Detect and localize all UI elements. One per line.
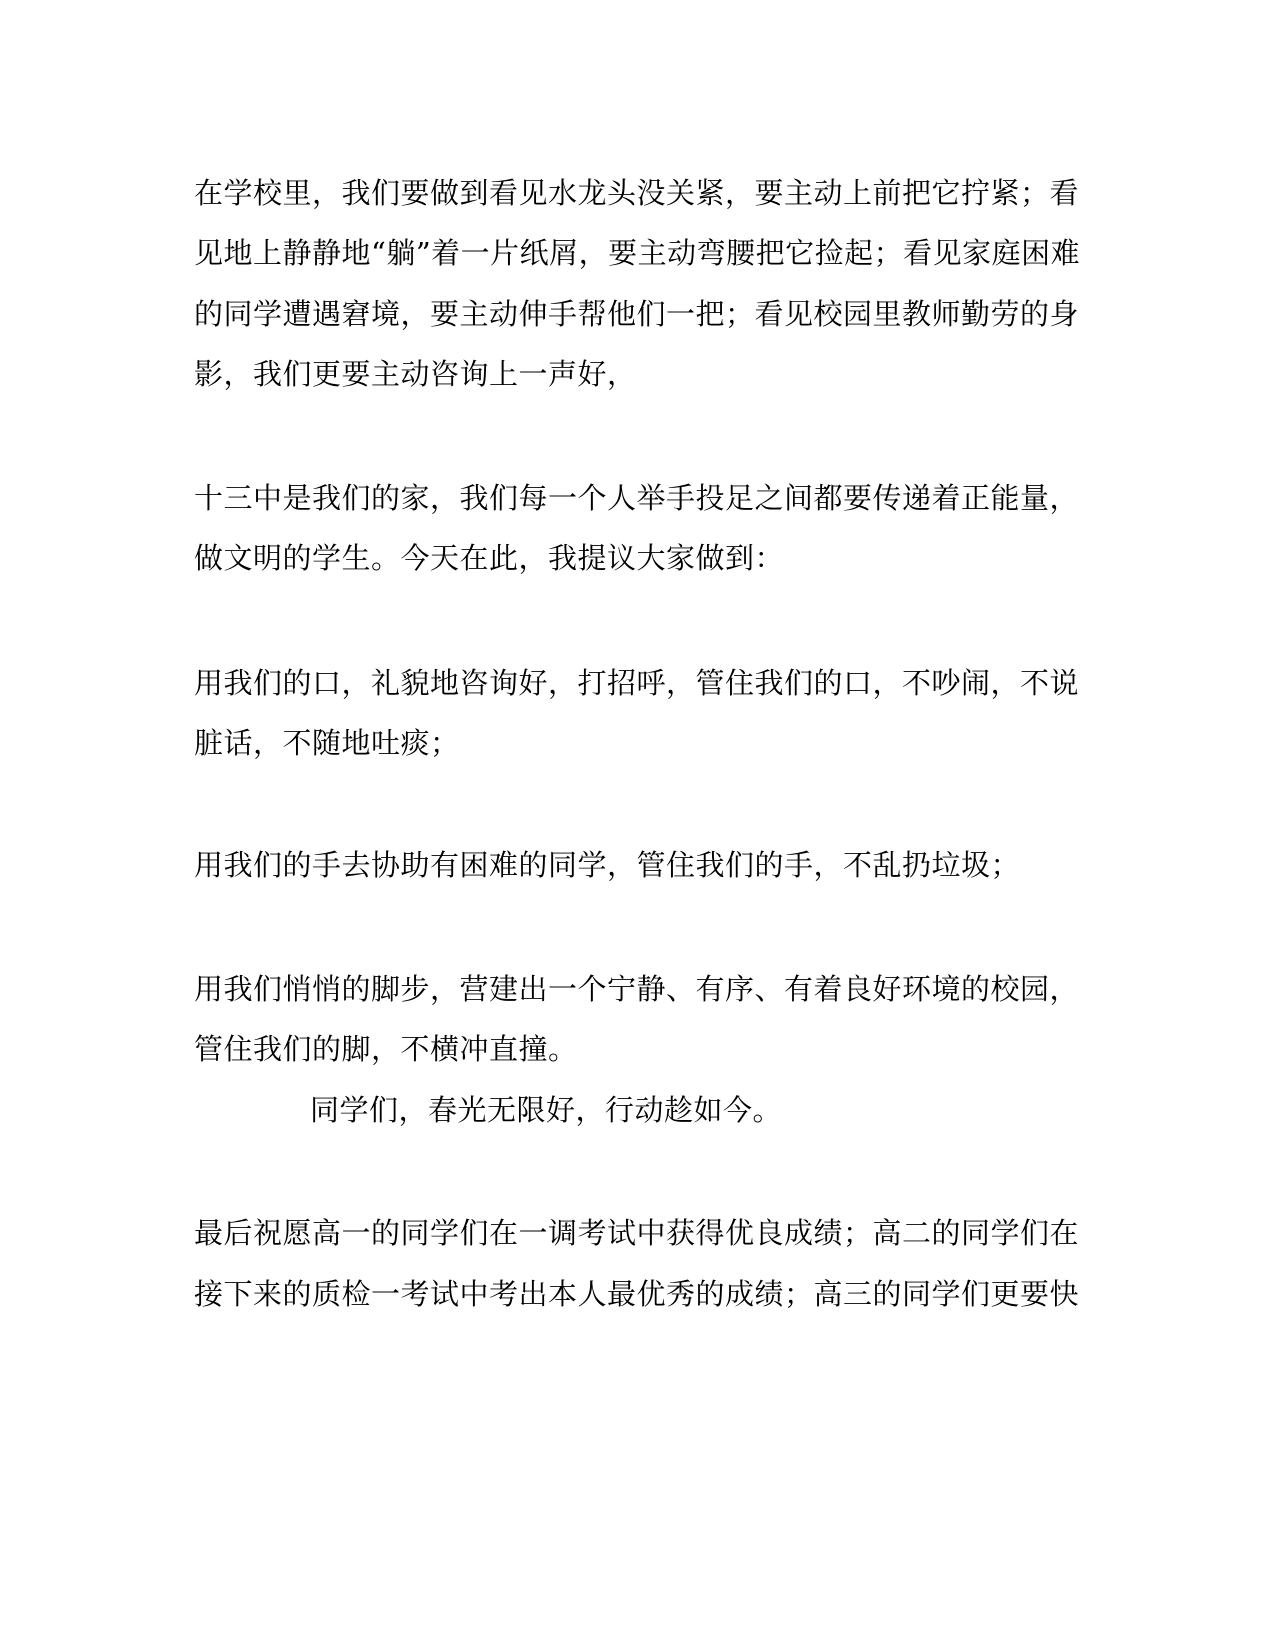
paragraph-1-line-2: 见地上静静地“躺”着一片纸屑，要主动弯腰把它捡起；看见家庭困难	[194, 236, 1081, 270]
paragraph-6-line-1: 同学们，春光无限好，行动趁如今。	[310, 1093, 783, 1127]
paragraph-2-line-2: 做文明的学生。今天在此，我提议大家做到：	[194, 541, 785, 575]
paragraph-5-line-2: 管住我们的脚，不横冲直撞。	[194, 1032, 578, 1066]
paragraph-3-line-1: 用我们的口，礼貌地咨询好，打招呼，管住我们的口，不吵闹，不说	[194, 666, 1080, 700]
paragraph-3-line-2: 脏话，不随地吐痰；	[194, 726, 460, 760]
paragraph-1-line-1: 在学校里，我们要做到看见水龙头没关紧，要主动上前把它拧紧；看	[194, 176, 1080, 210]
paragraph-2-line-1: 十三中是我们的家，我们每一个人举手投足之间都要传递着正能量，	[194, 481, 1080, 515]
paragraph-1-line-4: 影，我们更要主动咨询上一声好，	[194, 357, 637, 391]
paragraph-1-line-3: 的同学遭遇窘境，要主动伸手帮他们一把；看见校园里教师勤劳的身	[194, 297, 1080, 331]
paragraph-4-line-1: 用我们的手去协助有困难的同学，管住我们的手，不乱扔垃圾；	[194, 848, 1021, 882]
paragraph-7-line-2: 接下来的质检一考试中考出本人最优秀的成绩；高三的同学们更要快	[194, 1277, 1080, 1311]
paragraph-7-line-1: 最后祝愿高一的同学们在一调考试中获得优良成绩；高二的同学们在	[194, 1216, 1080, 1250]
paragraph-5-line-1: 用我们悄悄的脚步，营建出一个宁静、有序、有着良好环境的校园，	[194, 972, 1080, 1006]
